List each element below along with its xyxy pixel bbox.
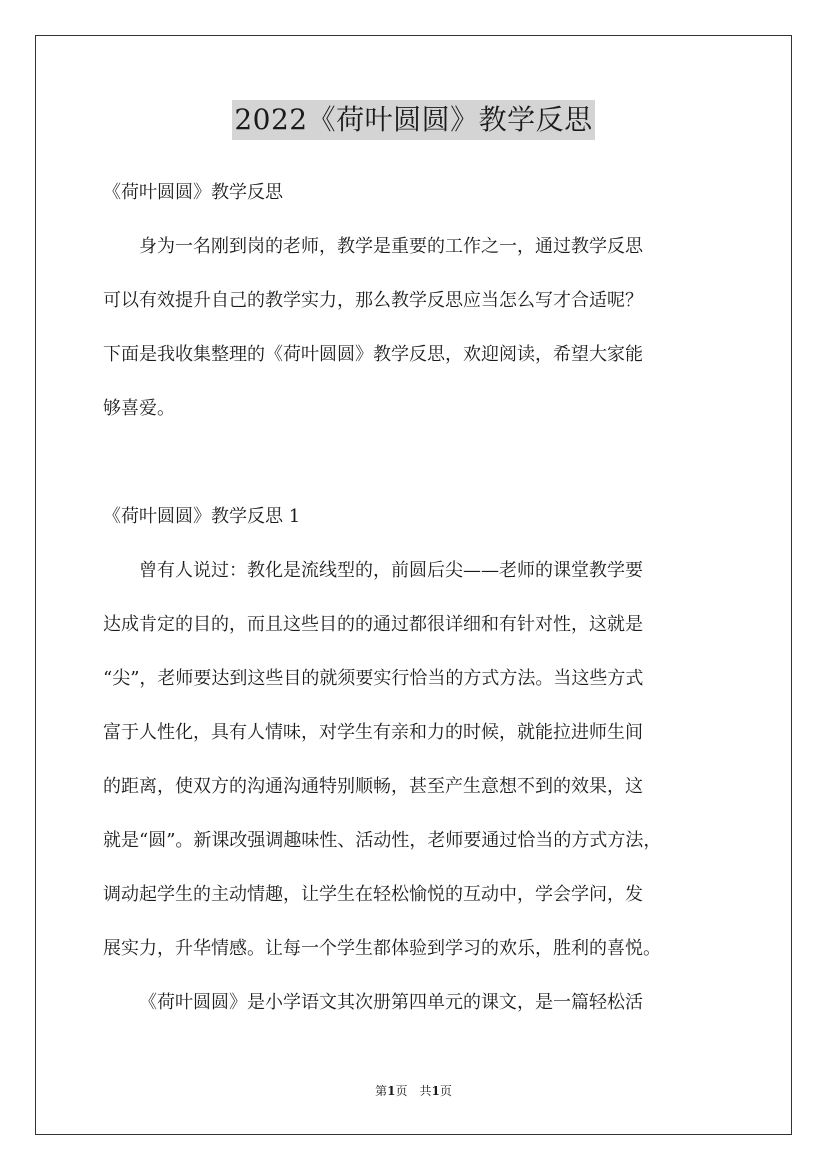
title-container	[0, 100, 827, 140]
intro-heading: 《荷叶圆圆》教学反思	[103, 182, 283, 203]
footer-page-prefix: 第	[375, 1084, 388, 1098]
section-1-next-paragraph-line: 《荷叶圆圆》是小学语文其次册第四单元的课文，是一篇轻松活	[139, 992, 643, 1013]
footer-page-total: 1	[431, 1084, 440, 1098]
section-1-line: 曾有人说过：教化是流线型的，前圆后尖——老师的课堂教学要	[139, 560, 643, 581]
section-1-line: 展实力，升华情感。让每一个学生都体验到学习的欢乐，胜利的喜悦。	[103, 938, 661, 959]
footer-page-suffix: 页	[439, 1084, 452, 1098]
footer-page-mid: 页 共	[395, 1084, 432, 1098]
section-1-paragraph	[103, 544, 731, 1030]
section-1-line: 的距离，使双方的沟通沟通特别顺畅，甚至产生意想不到的效果，这	[103, 776, 643, 797]
section-1-line: 就是“圆”。新课改强调趣味性、活动性，老师要通过恰当的方式方法，	[103, 830, 662, 851]
footer-page-number: 1	[387, 1084, 396, 1098]
section-1-line: “尖”，老师要达到这些目的就须要实行恰当的方式方法。当这些方式	[103, 668, 644, 689]
section-1-heading: 《荷叶圆圆》教学反思 1	[103, 506, 301, 527]
section-1-line: 达成肯定的目的，而且这些目的的通过都很详细和有针对性，这就是	[103, 614, 643, 635]
intro-line: 够喜爱。	[103, 398, 175, 419]
section-1-line: 富于人性化，具有人情味，对学生有亲和力的时候，就能拉进师生间	[103, 722, 643, 743]
document-title: 2022《荷叶圆圆》教学反思	[232, 100, 594, 140]
page-footer	[0, 1083, 827, 1099]
intro-line: 下面是我收集整理的《荷叶圆圆》教学反思，欢迎阅读，希望大家能	[103, 344, 643, 365]
intro-line: 身为一名刚到岗的老师，教学是重要的工作之一，通过教学反思	[139, 236, 643, 257]
section-1-line: 调动起学生的主动情趣，让学生在轻松愉悦的互动中，学会学问，发	[103, 884, 643, 905]
intro-paragraph	[103, 220, 731, 436]
intro-line: 可以有效提升自己的教学实力，那么教学反思应当怎么写才合适呢？	[103, 290, 643, 311]
